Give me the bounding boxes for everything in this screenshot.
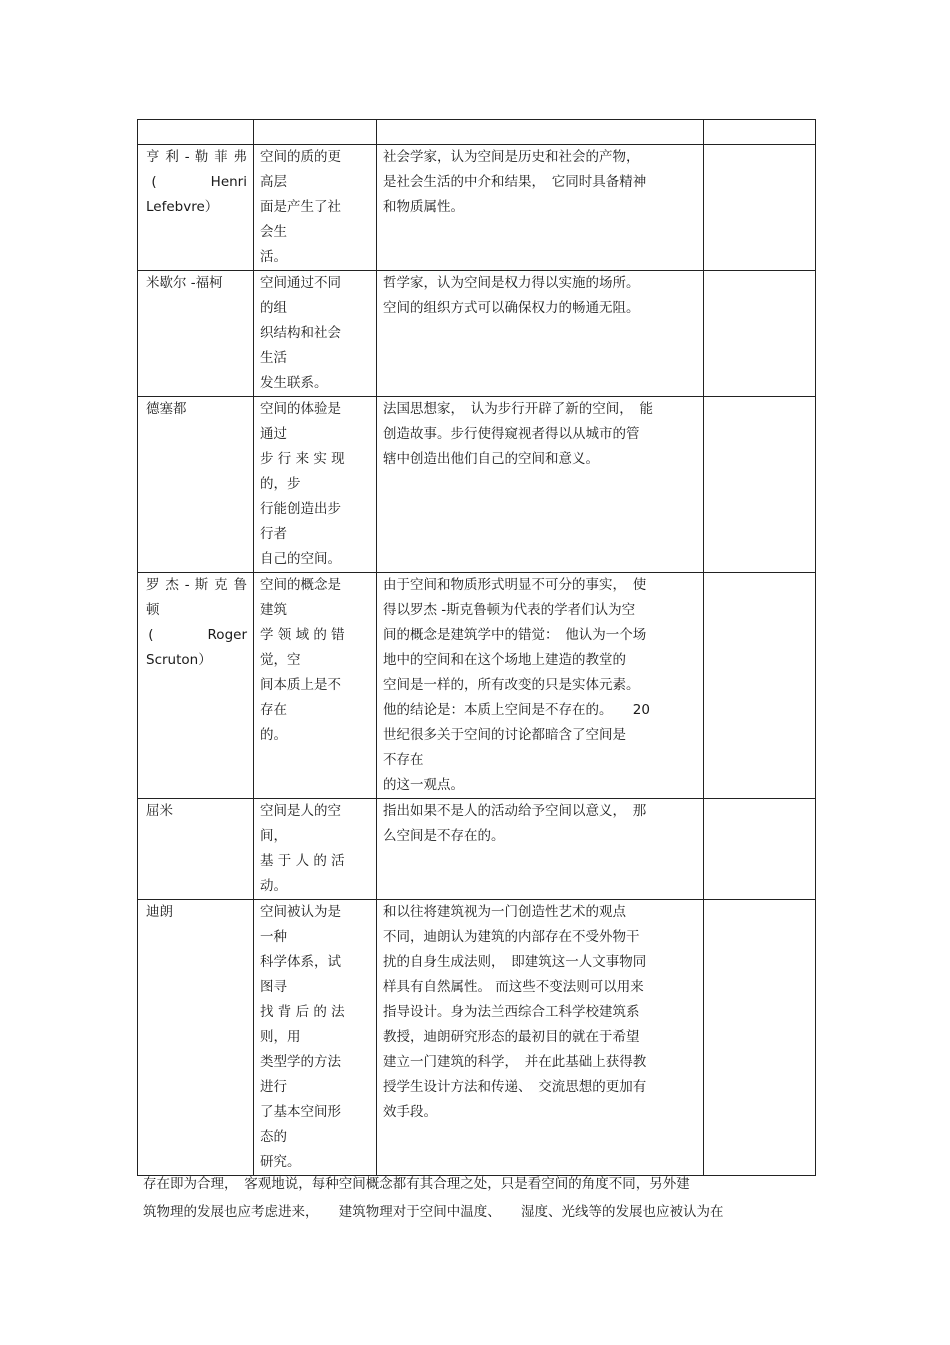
- concept-cell: 空间的质的更 高层 面是产生了社 会生 活。: [254, 145, 377, 271]
- header-cell-3: [377, 120, 704, 145]
- person-cell: 罗 杰 - 斯 克 鲁 顿 ( Roger Scruton）: [138, 573, 254, 799]
- note-cell: [704, 397, 816, 573]
- person-cell: 屈米: [138, 799, 254, 900]
- concept-cell: 空间通过不同 的组 织结构和社会 生活 发生联系。: [254, 271, 377, 397]
- person-cell: 亨 利 - 勒 菲 弗 ( Henri Lefebvre）: [138, 145, 254, 271]
- body-paragraph: [143, 1170, 823, 1226]
- concept-cell: 空间是人的空 间， 基 于 人 的 活 动。: [254, 799, 377, 900]
- note-cell: [704, 900, 816, 1176]
- person-cell: 米歇尔 -福柯: [138, 271, 254, 397]
- concept-table: [137, 119, 816, 1176]
- note-cell: [704, 799, 816, 900]
- person-cell: 迪朗: [138, 900, 254, 1176]
- header-cell-1: [138, 120, 254, 145]
- concept-cell: 空间的体验是 通过 步 行 来 实 现 的，步 行能创造出步 行者 自己的空间。: [254, 397, 377, 573]
- table-row: [138, 271, 816, 397]
- note-cell: [704, 573, 816, 799]
- description-cell: 指出如果不是人的活动给予空间以意义， 那 么空间是不存在的。: [377, 799, 704, 900]
- description-cell: 和以往将建筑视为一门创造性艺术的观点 不同，迪朗认为建筑的内部存在不受外物干 扰的自身生成法则， 即建筑这一人文事物同 样具有自然属性。 而这些不变法则可以用来 指导设计。身为法兰西综合工科学校建筑系 教授，迪朗研究形态的最初目的就在于希望 建立一门建筑的科学， 并在此基础上获得教 授学生设计方法和传递、 交流思想的更加有 效手段。: [377, 900, 704, 1176]
- header-cell-2: [254, 120, 377, 145]
- note-cell: [704, 271, 816, 397]
- table-row: [138, 145, 816, 271]
- concept-cell: 空间被认为是 一种 科学体系，试 图寻 找 背 后 的 法 则，用 类型学的方法 进行 了基本空间形 态的 研究。: [254, 900, 377, 1176]
- table-row: [138, 573, 816, 799]
- table-row: [138, 397, 816, 573]
- header-row: [138, 120, 816, 145]
- table-row: [138, 799, 816, 900]
- header-cell-4: [704, 120, 816, 145]
- description-cell: 由于空间和物质形式明显不可分的事实， 使 得以罗杰 -斯克鲁顿为代表的学者们认为空 间的概念是建筑学中的错觉： 他认为一个场 地中的空间和在这个场地上建造的教堂的 空间是一样的，所有改变的只是实体元素。 他的结论是：本质上空间是不存在的。 20 世纪很多关于空间的讨论都暗含了空间是 不存在 的这一观点。: [377, 573, 704, 799]
- description-cell: 哲学家，认为空间是权力得以实施的场所。 空间的组织方式可以确保权力的畅通无阻。: [377, 271, 704, 397]
- note-cell: [704, 145, 816, 271]
- paragraph-line: 存在即为合理， 客观地说，每种空间概念都有其合理之处，只是看空间的角度不同，另外建: [143, 1176, 690, 1192]
- paragraph-line: 筑物理的发展也应考虑进来， 建筑物理对于空间中温度、 湿度、光线等的发展也应被认为在: [143, 1204, 724, 1220]
- table-row: [138, 900, 816, 1176]
- concept-cell: 空间的概念是 建筑 学 领 域 的 错 觉，空 间本质上是不 存在 的。: [254, 573, 377, 799]
- person-cell: 德塞都: [138, 397, 254, 573]
- description-cell: 社会学家，认为空间是历史和社会的产物， 是社会生活的中介和结果， 它同时具备精神 和物质属性。: [377, 145, 704, 271]
- description-cell: 法国思想家， 认为步行开辟了新的空间， 能 创造故事。步行使得窥视者得以从城市的管 辖中创造出他们自己的空间和意义。: [377, 397, 704, 573]
